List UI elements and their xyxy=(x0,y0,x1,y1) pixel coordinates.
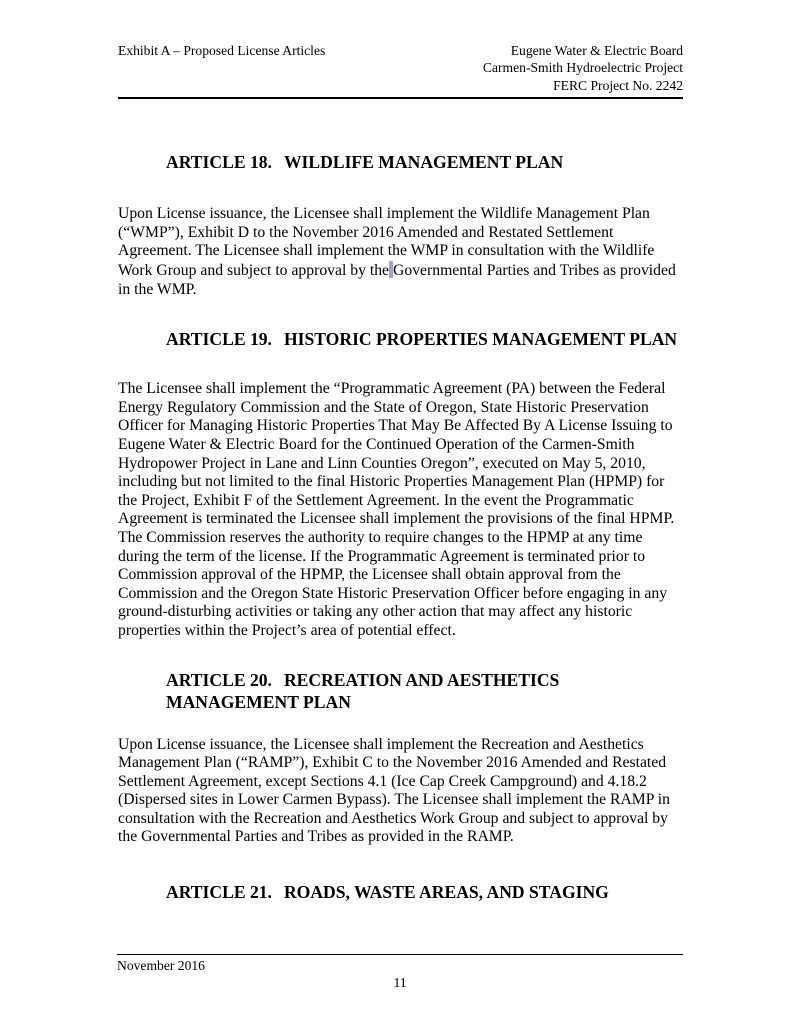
article-18-number: ARTICLE 18. xyxy=(166,152,272,173)
article-20-heading xyxy=(166,669,683,713)
header-org-block xyxy=(483,42,683,94)
article-20-title: RECREATION AND AESTHETICS MANAGEMENT PLAN xyxy=(166,669,560,712)
article-21-title: ROADS, WASTE AREAS, AND STAGING xyxy=(283,882,609,903)
header-ferc-line: FERC Project No. 2242 xyxy=(553,77,683,93)
page-header xyxy=(118,42,683,94)
footer-date: November 2016 xyxy=(117,958,205,973)
article-19-heading xyxy=(166,328,683,350)
article-19-title: HISTORIC PROPERTIES MANAGEMENT PLAN xyxy=(283,329,678,350)
document-body xyxy=(118,151,683,903)
article-18-heading xyxy=(166,151,683,173)
article-20-number: ARTICLE 20. xyxy=(166,669,272,690)
article-18-text-after-cursor: Governmental Parties and Tribes as provided in the WMP. xyxy=(118,262,676,298)
header-exhibit-title: Exhibit A – Proposed License Articles xyxy=(118,43,326,58)
article-20-paragraph: Upon License issuance, the Licensee shall implement the Recreation and Aesthetics Management Plan (“RAMP”), Exhibit C to the November 2016 Amended and Restated Settlement Agreement, except Sections 4.1 (Ice Cap Creek Campground) and 4.18.2 (Dispersed sites in Lower Carmen Bypass). The Licensee shall implement the RAMP in consultation with the Recreation and Aesthetics Work Group and subject to approval by the Governmental Parties and Tribes as provided in the RAMP. xyxy=(118,735,671,846)
page-number: 11 xyxy=(393,975,407,990)
header-project-line: Carmen-Smith Hydroelectric Project xyxy=(482,60,683,76)
page-footer xyxy=(117,954,683,991)
article-18-title: WILDLIFE MANAGEMENT PLAN xyxy=(283,152,564,173)
article-21-heading xyxy=(166,881,683,903)
article-21-number: ARTICLE 21. xyxy=(166,882,272,903)
article-19-paragraph: The Licensee shall implement the “Programmatic Agreement (PA) between the Federal Energy Regulatory Commission and the State of Oregon, State Historic Preservation Officer for Managing Historic Properties That May Be Affected By A License Issuing to Eugene Water & Electric Board for the Continued Operation of the Carmen-Smith Hydropower Project in Lane and Linn Counties Oregon”, executed on May 5, 2010, including but not limited to the final Historic Properties Management Plan (HPMP) for the Project, Exhibit F of the Settlement Agreement. In the event the Programmatic Agreement is terminated the Licensee shall implement the provisions of the final HPMP. The Commission reserves the authority to require changes to the HPMP at any time during the term of the license. If the Programmatic Agreement is terminated prior to Commission approval of the HPMP, the Licensee shall obtain approval from the Commission and the Oregon State Historic Preservation Officer before engaging in any ground-disturbing activities or taking any other action that may affect any historic properties within the Project’s area of potential effect. xyxy=(118,380,675,639)
header-divider xyxy=(118,97,683,99)
header-org-line: Eugene Water & Electric Board xyxy=(510,43,683,58)
article-19-number: ARTICLE 19. xyxy=(166,329,272,350)
article-18-paragraph xyxy=(118,205,683,299)
article-18-text-before-cursor: Upon License issuance, the Licensee shall implement the Wildlife Management Plan (“WMP”), Exhibit D to the November 2016 Amended and Restated Settlement Agreement. The Licensee shall implement the WMP in consultation with the Wildlife Work Group and subject to approval by the xyxy=(118,205,655,279)
